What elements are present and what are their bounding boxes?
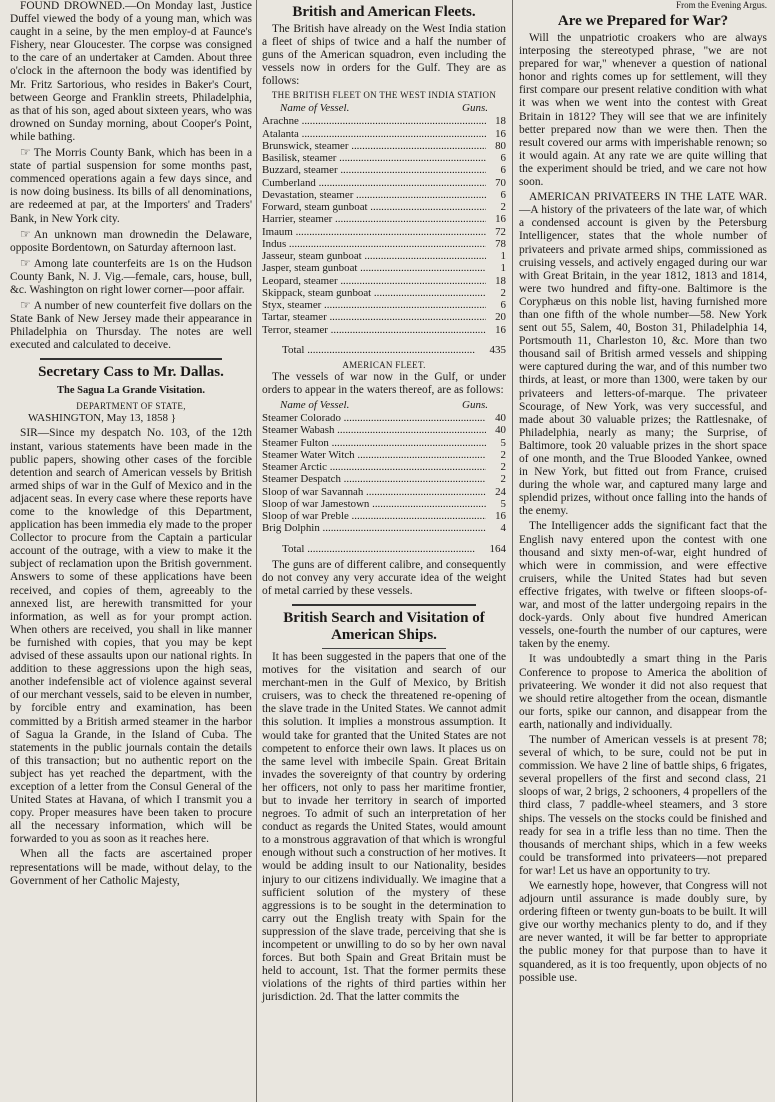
vessel-name: Forward, steam gunboat ..... (262, 201, 486, 213)
vessel-guns: 24 (495, 485, 506, 498)
table-row (262, 299, 506, 311)
search-headline: British Search and Visitation of American Ships. (283, 609, 485, 643)
col-name-header: Name of Vessel. (280, 102, 350, 115)
vessel-guns: 18 (495, 274, 506, 287)
vessel-name: Arachne ..... (262, 115, 486, 127)
british-fleet-table (262, 115, 506, 336)
vessel-name: Indus ..... (262, 238, 486, 250)
vessel-name: Imaum ..... (262, 226, 486, 238)
news-item: ☞ The Morris County Bank, which has been in a state of partial suspension for some months past, commenced operations again a few days since, and is now doing business. Its bills of all denominations, are redeemed at par, at the Importers' and Traders' Bank, in New York city. (10, 145, 252, 225)
vessel-name: Steamer Despatch ..... (262, 473, 486, 485)
fleets-headline: British and American Fleets. (292, 4, 476, 20)
vessel-name: Brig Dolphin ..... (262, 522, 486, 534)
news-item: ☞ A number of new counterfeit five dollars on the State Bank of New Jersey made their appearance in Philadelphia on Thursday. The notes are well executed and calculated to deceive. (10, 298, 252, 352)
number-paragraph: The number of American vessels is at present 78; several of which, to be sure, could not be put in commission. We have 2 line of battle ships, 6 frigates, several propellers of the first and second class, 21 sloops of war, 2 brigs, 2 schooners, 4 propellers of the third class, 7 paddle-wheel steamers, and 3 store ships. The vessels on the stocks could be finished and ready for sea in a trifle less than no time. Then the thousands of merchant ships, which in a few weeks could be transformed into privateers—not prepared for war! Let us have an opportunity to try. (519, 733, 767, 877)
search-body: It has been suggested in the papers that one of the motives for the visitation and search of our merchant-men in the Gulf of Mexico, by British cruisers, was to check the threatened re-opening of the slave trade in the United States. We cannot admit this solution. It implies a monstrous assumption. It would take for granted that the United States are not competent to enforce their own laws. It places us on the same level with imbecile Spain. Great Britain invades the sovereignty of that country by ordering her officers, not only to pass her maritime frontier, but to invade her territory in search of imported negroes. To admit of such an interpretation of her conduct as regards the United States, would amount to a monstrous aggravation of that which is wrongful enough without such a construction of her motives. It would be adding insult to our Nationality, besides injury to our citizens individually. We imagine that a sufficient solution of the mystery of these aggressions is to be sought in the determination to carry out the English treaty with Spain for the suppression of the slave trade, perceiving that she is incompetent or unwilling to do so by her own naval forces. But both Spain and Great Britain must be held to account, 1st. That the former permits these violations of the rights of third parties within her jurisdiction. 2d. That the latter commits the (262, 650, 506, 1004)
table-row (262, 275, 506, 287)
total-value: 435 (489, 343, 506, 356)
table-row (262, 152, 506, 164)
american-fleet-table (262, 412, 506, 535)
vessel-guns: 16 (495, 213, 506, 226)
divider (40, 358, 222, 360)
vessel-guns: 2 (500, 461, 506, 474)
table-row (262, 287, 506, 299)
vessel-guns: 5 (500, 436, 506, 449)
col-name-header: Name of Vessel. (280, 399, 350, 412)
total-label: Total ..... (282, 344, 490, 356)
table-row (262, 311, 506, 323)
table-row (262, 201, 506, 213)
vessel-guns: 1 (500, 250, 506, 263)
table-row (262, 177, 506, 189)
vessel-guns: 16 (495, 510, 506, 523)
dateline: WASHINGTON, May 13, 1858 } (28, 412, 177, 425)
vessel-name: Skippack, steam gunboat ..... (262, 287, 486, 299)
vessel-name: Steamer Wabash ..... (262, 424, 486, 436)
divider (322, 648, 446, 649)
prepared-body: Will the unpatriotic croakers who are always interposing the stereotyped phrase, "we are not prepared for war," whenever a question of national honor and rights comes up for settlement, will they first compare our present relative condition with what it was when we went into the contest with Great Britain in 1812? They will see that we are infinitely better prepared now than we were then. Then the result covered our arms with imperishable renown; so it would again. At any rate we are quite willing that the experiment should be tried, and we care not how soon. (519, 32, 767, 189)
table-row (262, 226, 506, 238)
vessel-name: Steamer Colorado ..... (262, 412, 486, 424)
table-header (280, 102, 488, 114)
divider (292, 604, 476, 606)
vessel-name: Steamer Arctic ..... (262, 461, 486, 473)
table-row (262, 238, 506, 250)
table-row (262, 128, 506, 140)
pointing-hand-icon: ☞ (20, 226, 31, 241)
table-row (262, 262, 506, 274)
found-drowned-paragraph: FOUND DROWNED.—On Monday last, Justice Duffel viewed the body of a young man, which was caught in a seine, by the men employ-d at Faunce's Fishery, near Gloucester. The corpse was consigned to the care of an undertaker at Camden. About three o'clock in the afternoon the body was identified by Mr. Fritz Sartorious, who resides in Baker's Court, between George and Franklin streets, Philadelphia, as that of his son, aged about sixteen years, who was drowned on Sunday morning, about Cooper's Point, while bathing. (10, 0, 252, 143)
vessel-name: Brunswick, steamer ..... (262, 140, 486, 152)
column-rule (256, 0, 257, 1102)
table-row (262, 522, 506, 534)
vessel-guns: 2 (500, 473, 506, 486)
vessel-guns: 70 (495, 176, 506, 189)
pointing-hand-icon: ☞ (20, 255, 31, 270)
vessel-guns: 6 (500, 164, 506, 177)
vessel-name: Atalanta ..... (262, 128, 486, 140)
vessel-name: Buzzard, steamer ..... (262, 164, 486, 176)
vessel-name: Steamer Fulton ..... (262, 437, 486, 449)
vessel-name: Sloop of war Preble ..... (262, 510, 486, 522)
vessel-name: Cumberland ..... (262, 177, 486, 189)
vessel-name: Devastation, steamer ..... (262, 189, 486, 201)
vessel-guns: 1 (500, 262, 506, 275)
cass-headline: Secretary Cass to Mr. Dallas. (38, 364, 224, 381)
vessel-name: Tartar, steamer ..... (262, 311, 486, 323)
vessel-guns: 72 (495, 225, 506, 238)
column-rule (512, 0, 513, 1102)
vessel-name: Styx, steamer ..... (262, 299, 486, 311)
vessel-guns: 16 (495, 323, 506, 336)
table-row (262, 250, 506, 262)
vessel-guns: 80 (495, 139, 506, 152)
table-row (262, 461, 506, 473)
letter-paragraph: When all the facts are ascertained proper representations will be made, without delay, to the Government of her Catholic Majesty, (10, 848, 252, 887)
department-line: DEPARTMENT OF STATE, (76, 401, 186, 412)
vessel-guns: 18 (495, 115, 506, 128)
vessel-guns: 5 (500, 497, 506, 510)
column-2 (258, 0, 510, 1102)
vessel-guns: 6 (500, 188, 506, 201)
total-value: 164 (489, 542, 506, 555)
letter-paragraph: SIR—Since my despatch No. 103, of the 12th instant, various statements have been made in the public papers, showing other cases of the forcible detention and search of American vessels by British armed ships of war in the Gulf of Mexico and in the adjacent seas. In every case where these reports have come to the knowledge of this Department, application has been immedia ely made to the proper Collector to procure from the Captain a particular account of the outrage, with a view to make it the subject of reclamation upon the British government. Answers to some of these applications have been received, and copies of them, agreeably to the annexed list, are herewith transmitted for your information, as well as for your prompt action. When others are received, you shall in like manner be furnished with copies, that you may be kept advised of these assaults upon our national rights. In addition to these aggressions upon the high seas, another indefensible act of violence against several of our merchant vessels, said to be eleven in number, by forcible entry and examination, has been committed by a British armed steamer in the harbor of Sagua la Grande, in the Island of Cuba. The statements in the public journals contain the details of this transaction; but no authentic report on the subject has yet reached the department, with the exception of a letter from the Consul General of the United States at Havana, of which I transmit you a copy. Proper measures have been taken to procure all the necessary information, which will be forwarded to you as soon as it reaches here. (10, 427, 252, 846)
table-row (262, 510, 506, 522)
fleets-intro: The British have already on the West India station a fleet of ships of twice and a half the number of guns of the American squadron, even including the vessels now in orders for the Gulf. They are as follows: (262, 23, 506, 88)
privateers-paragraph: AMERICAN PRIVATEERS IN THE LATE WAR.—A history of the privateers of the late war, of which a condensed account is given by the Petersburg Intelligencer, states that the whole number of privateers and private armed ships, commissioned as cruising vessels, and actively engaged during our war with Great Britain, in the year 1812, 1813 and 1814, were two hundred and fifty-one. Baltimore is the Coryphæus on this noble list, having furnished more than one fifth of the whole number—58. New York sent out 55, Salem, 40, Boston 31, Philadelphia 14, Portsmouth 11, Charleston 10, &c. More than two thousand sail of British armed vessels and shipping were captured during the war, and of this number two thirds, at least, or more than 1300, were taken by our privateers and letters-of-marque. The privateer Scourage, of New York, was very successful, and made about 30 valuable prizes; the Rattlesnake, of Philadelphia, nearly as many; the Surprise, of Baltimore, took 20 valuable prizes in the short space of one month, and the True Blooded Yankee, owned in New York, but fitted out from France, cruised during the whole war, and captured many large and splendid prizes, without once falling into the hands of the enemy. (519, 191, 767, 518)
news-item: ☞ An unknown man drownedin the Delaware, opposite Bordentown, on Saturday afternoon last. (10, 226, 252, 254)
column-3 (515, 0, 771, 1102)
vessel-guns: 20 (495, 311, 506, 324)
col-guns-header: Guns. (462, 399, 488, 412)
vessel-name: Jasseur, steam gunboat ..... (262, 250, 486, 262)
american-fleet-heading: AMERICAN FLEET. (342, 359, 426, 370)
vessel-name: Steamer Water Witch ..... (262, 449, 486, 461)
vessel-guns: 2 (500, 201, 506, 214)
table-row (262, 140, 506, 152)
cass-subheadline: The Sagua La Grande Visitation. (57, 385, 205, 397)
british-total-row (282, 344, 506, 356)
table-row (262, 164, 506, 176)
vessel-guns: 6 (500, 299, 506, 312)
table-row (262, 412, 506, 424)
british-fleet-heading: THE BRITISH FLEET ON THE WEST INDIA STATION (271, 90, 497, 101)
table-header (280, 399, 488, 411)
congress-paragraph: We earnestly hope, however, that Congress will not adjourn until assurance is made doubly sure, by ordering fifteen or twenty gun-boats to be built. It will give our worthy mechanics plenty to do, and if they are never wanted, it will be far better to appropriate the public money for that purpose than to have it squandered, as it is too frequently, upon objects of no possible use. (519, 880, 767, 984)
vessel-name: Sloop of war Jamestown ..... (262, 498, 486, 510)
vessel-name: Basilisk, steamer ..... (262, 152, 486, 164)
total-label: Total ..... (282, 543, 490, 555)
vessel-name: Leopard, steamer ..... (262, 275, 486, 287)
column-1 (6, 0, 254, 1102)
table-row (262, 424, 506, 436)
vessel-guns: 40 (495, 424, 506, 437)
vessel-name: Sloop of war Savannah ..... (262, 486, 486, 498)
news-item: ☞ Among late counterfeits are 1s on the Hudson County Bank, N. J. Vig.—female, cars, house, bull, &c. Washington on right lower corner—poor affair. (10, 255, 252, 296)
table-row (262, 115, 506, 127)
table-row (262, 449, 506, 461)
guns-note: The guns are of different calibre, and consequently do not convey any very accurate idea of the weight of metal carried by these vessels. (262, 558, 506, 597)
vessel-guns: 78 (495, 237, 506, 250)
intelligencer-paragraph: The Intelligencer adds the significant fact that the English navy entered upon the contest with one thousand and sixty men-of-war, eight hundred of which were in commission, and were effective cruisers, while the United States had but seven effective frigates, with twelve or fifteen sloops-of-war, and most of the latter undergoing repairs in the dock-yards. Only about five hundred American vessels, one-fourth the number of our captures, were taken by the enemy. (519, 520, 767, 651)
american-intro: The vessels of war now in the Gulf, or under orders to appear in the waters thereof, are as follows: (262, 370, 506, 397)
table-row (262, 473, 506, 485)
table-row (262, 486, 506, 498)
vessel-guns: 16 (495, 127, 506, 140)
vessel-guns: 40 (495, 412, 506, 425)
vessel-guns: 4 (500, 522, 506, 535)
vessel-guns: 6 (500, 152, 506, 165)
table-row (262, 498, 506, 510)
table-row (262, 213, 506, 225)
paris-paragraph: It was undoubtedly a smart thing in the Paris Conference to propose to America the abolition of privateering. We wonder it did not also request that we should retire altogether from the ocean, dismantle our forts, spike our cannon, and disappear from the earth, nationally and individually. (519, 653, 767, 731)
vessel-name: Jasper, steam gunboat ..... (262, 262, 486, 274)
pointing-hand-icon: ☞ (20, 298, 31, 313)
pointing-hand-icon: ☞ (20, 145, 31, 160)
table-row (262, 189, 506, 201)
american-total-row (282, 543, 506, 555)
vessel-guns: 2 (500, 286, 506, 299)
source-credit: From the Evening Argus. (676, 0, 767, 10)
col-guns-header: Guns. (462, 102, 488, 115)
vessel-guns: 2 (500, 448, 506, 461)
vessel-name: Harrier, steamer ..... (262, 213, 486, 225)
prepared-headline: Are we Prepared for War? (557, 13, 729, 29)
table-row (262, 324, 506, 336)
vessel-name: Terror, steamer ..... (262, 324, 486, 336)
table-row (262, 437, 506, 449)
